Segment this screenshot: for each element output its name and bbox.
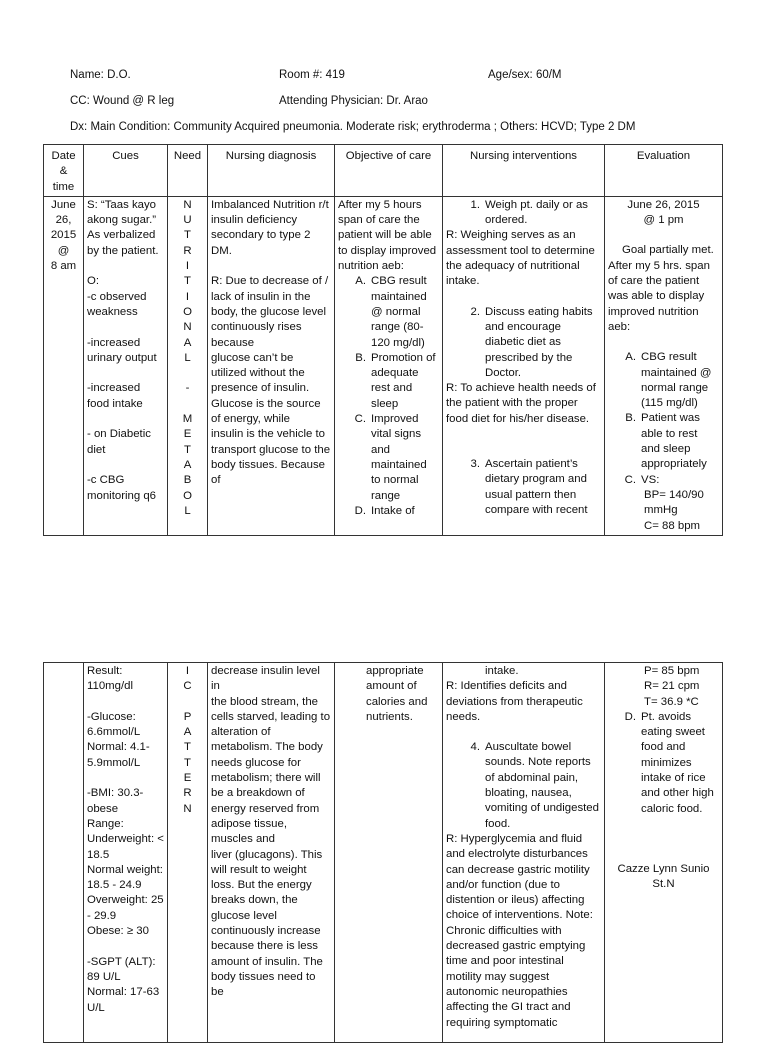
rationale-text: R: Identifies deficits and deviations from therapeutic needs.: [446, 680, 583, 723]
diagnosis-line: Dx: Main Condition: Community Acquired pneumonia. Moderate risk; erythroderma ; Others: HCVD; Type 2 DM: [70, 121, 636, 133]
item-letter: A.: [625, 351, 636, 364]
care-plan-table-page2: [43, 662, 723, 1043]
evaluation-item: [608, 350, 719, 411]
evaluation-item: [608, 473, 719, 488]
evaluation-item: [608, 411, 719, 472]
diagnosis-cell: Imbalanced Nutrition r/t insulin deficiency secondary to type 2 DM. R: Due to decrease of / lack of insulin in the body, the glucose level continuously rises because glucose can’t be utilized without the presence of insulin. Glucose is the source of energy, while insulin is the vehicle to transport glucose to the body tissues. Because of: [208, 196, 335, 535]
rationale-text: R: Weighing serves as an assessment tool to determine the adequacy of nutritional intake.: [446, 229, 595, 288]
objective-intro: After my 5 hours span of care the patient will be able to display improved nutrition aeb:: [338, 198, 437, 273]
objective-item: [338, 351, 439, 412]
col-header-diagnosis: Nursing diagnosis: [208, 145, 335, 197]
intervention-item: [446, 457, 601, 518]
room-number: Room #: 419: [279, 69, 345, 81]
table-header-row: [44, 145, 723, 197]
diagnosis-cell: decrease insulin level in the blood stream, the cells starved, leading to alteration of metabolism. The body needs glucose for metabolism; there will be a breakdown of energy reserved from adipose tissue, muscles and liver (glucagons). This will result to weight loss. But the energy breaks down, the glucose level continuously increase because there is less amount of insulin. The body tissues need to be: [208, 663, 335, 1043]
objective-cell: [335, 196, 443, 535]
item-text: VS:: [641, 473, 660, 486]
item-text: Weigh pt. daily or as ordered.: [485, 198, 588, 227]
item-letter: B.: [355, 351, 366, 364]
item-letter: C.: [624, 473, 636, 486]
item-text: Ascertain patient’s dietary program and usual pattern then compare with recent: [485, 458, 588, 516]
item-letter: D.: [354, 504, 366, 517]
item-number: 2.: [470, 305, 480, 318]
evaluation-cell: [605, 663, 723, 1043]
item-letter: B.: [625, 412, 636, 425]
table-row: [44, 196, 723, 535]
item-text: Promotion of adequate rest and sleep: [371, 351, 436, 410]
objective-cell: [335, 663, 443, 1043]
vital-signs: BP= 140/90 mmHg C= 88 bpm: [644, 488, 704, 532]
cues-cell: S: “Taas kayo akong sugar.” As verbalized by the patient. O: -c observed weakness -increased urinary output -increased food intake - on Diabetic diet -c CBG monitoring q6: [84, 196, 168, 535]
cues-cell: Result: 110mg/dl -Glucose: 6.6mmol/L Normal: 4.1-5.9mmol/L -BMI: 30.3-obese Range: Underweight: < 18.5 Normal weight: 18.5 - 24.9 Overweight: 25 - 29.9 Obese: ≥ 30 -SGPT (ALT): 89 U/L Normal: 17-63 U/L: [84, 663, 168, 1043]
item-letter: A.: [355, 275, 366, 288]
evaluation-date: June 26, 2015 @ 1 pm: [627, 198, 700, 227]
item-text: Pt. avoids eating sweet food and minimizes intake of rice and other high caloric food.: [641, 710, 714, 815]
item-number: 4.: [470, 741, 480, 754]
attending-physician: Attending Physician: Dr. Arao: [279, 95, 428, 107]
objective-item: [338, 274, 439, 350]
need-cell: N U T R I T I O N A L - M E T A B O L: [168, 196, 208, 535]
intervention-item: [446, 740, 601, 832]
date-cell: [44, 663, 84, 1043]
col-header-interventions: Nursing interventions: [443, 145, 605, 197]
age-sex: Age/sex: 60/M: [488, 69, 562, 81]
item-text: Patient was able to rest and sleep appropriately: [641, 412, 707, 471]
item-text: CBG result maintained @ normal range (80-120 mg/dl): [371, 275, 427, 349]
col-header-objective: Objective of care: [335, 145, 443, 197]
table-row: [44, 663, 723, 1043]
intervention-continued: intake.: [485, 665, 519, 677]
objective-item: [338, 504, 439, 519]
evaluation-cell: [605, 196, 723, 535]
item-text: CBG result maintained @ normal range (115 mg/dl): [641, 351, 712, 410]
item-text: Auscultate bowel sounds. Note reports of abdominal pain, bloating, nausea, vomiting of undigested food.: [485, 741, 599, 830]
item-number: 3.: [470, 458, 480, 471]
item-text: Improved vital signs and maintained to normal range: [371, 413, 427, 502]
item-number: 1.: [470, 198, 480, 211]
signature: Cazze Lynn Sunio St.N: [617, 862, 710, 891]
col-header-date: Date & time: [44, 145, 84, 197]
patient-name: Name: D.O.: [70, 69, 131, 81]
need-cell: I C P A T T E R N: [168, 663, 208, 1043]
vital-signs: P= 85 bpm R= 21 cpm T= 36.9 *C: [644, 665, 700, 708]
care-plan-table-page1: [43, 144, 723, 536]
col-header-need: Need: [168, 145, 208, 197]
intervention-item: [446, 305, 601, 381]
date-cell: June 26, 2015 @ 8 am: [44, 196, 84, 535]
chief-complaint: CC: Wound @ R leg: [70, 95, 175, 107]
item-text: Discuss eating habits and encourage diabetic diet as prescribed by the Doctor.: [485, 305, 593, 379]
rationale-text: R: To achieve health needs of the patient with the proper food diet for his/her disease.: [446, 382, 596, 425]
rationale-text: R: Hyperglycemia and fluid and electrolyte disturbances can decrease gastric motility and/or function (due to distention or ileus) affecting choice of interventions. Note: Chronic difficulties with decreased gastric emptying time and poor intestinal motility may suggest autonomic neuropathies affecting the GI tract and requiring symptomatic: [446, 832, 593, 1029]
col-header-evaluation: Evaluation: [605, 145, 723, 197]
item-text: Intake of: [371, 504, 415, 517]
interventions-cell: [443, 663, 605, 1043]
objective-text: appropriate amount of calories and nutrients.: [366, 665, 428, 723]
objective-item: [338, 412, 439, 504]
intervention-item: [446, 198, 601, 229]
col-header-cues: Cues: [84, 145, 168, 197]
item-letter: C.: [354, 413, 366, 426]
evaluation-item: [608, 710, 719, 817]
interventions-cell: [443, 196, 605, 535]
item-letter: D.: [624, 710, 636, 723]
evaluation-intro: Goal partially met. After my 5 hrs. span of care the patient was able to display improved nutrition aeb:: [608, 244, 714, 333]
